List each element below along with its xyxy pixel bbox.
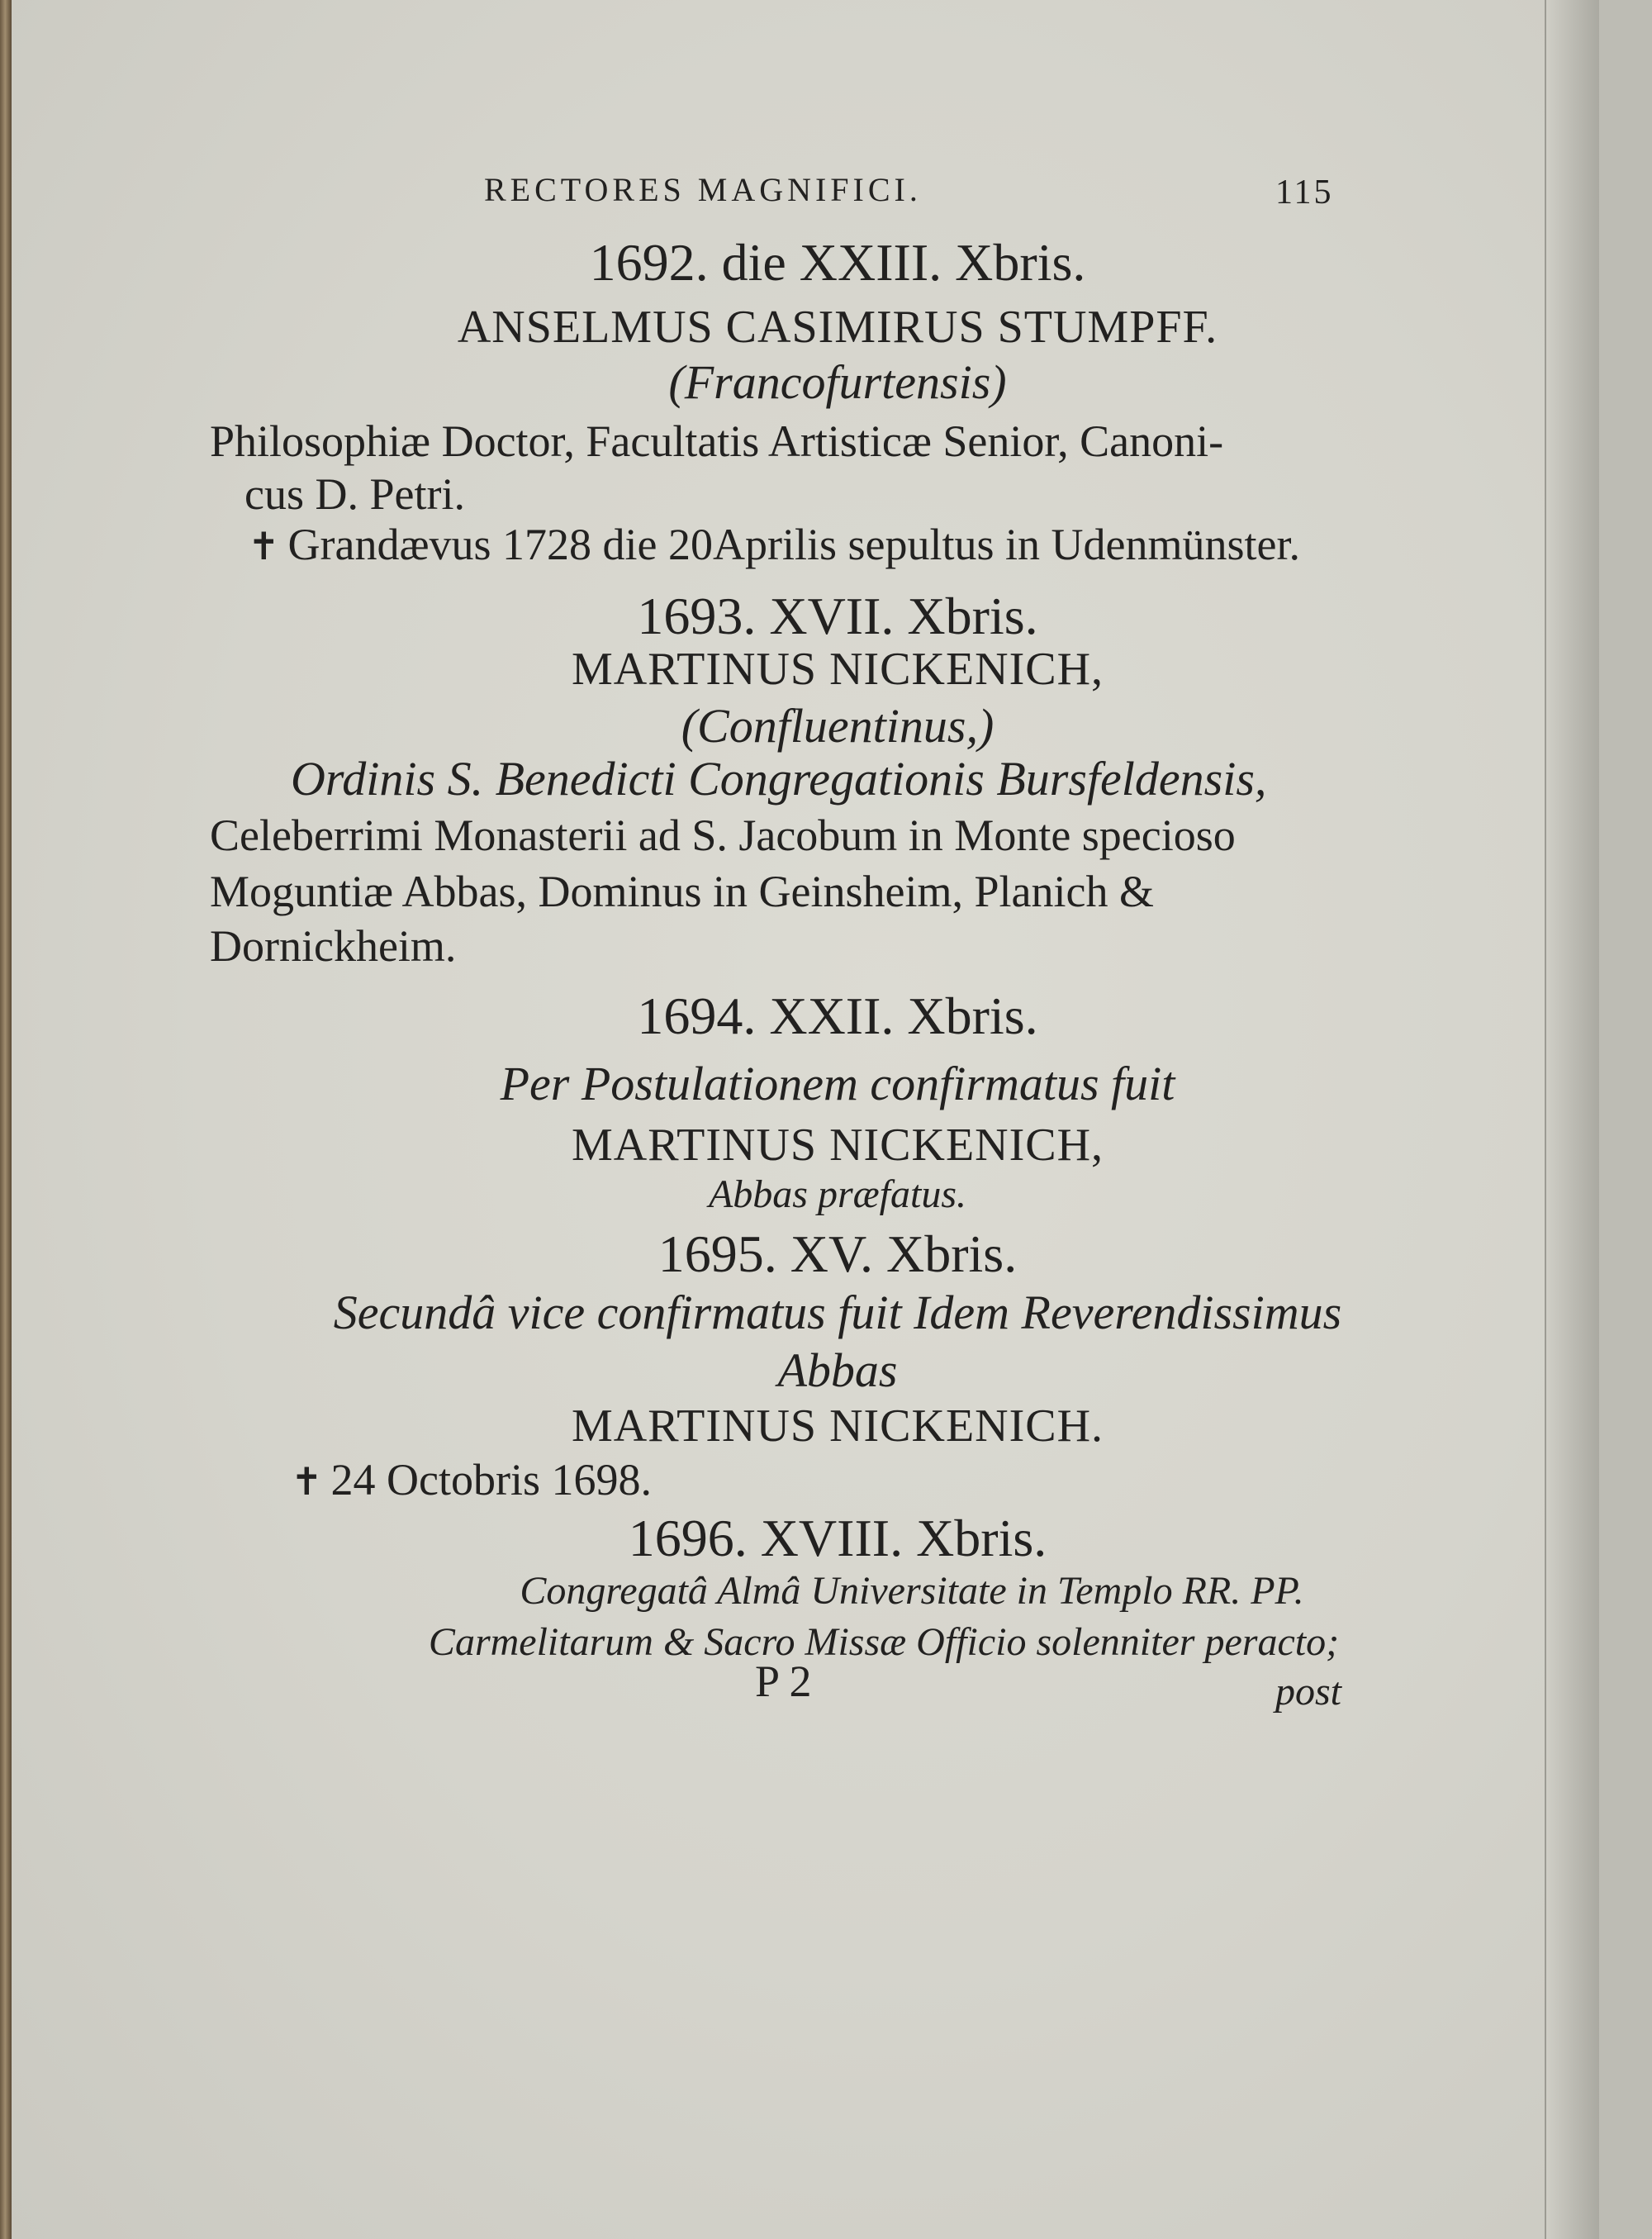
rector-subtitle: Abbas præfatus.	[708, 1172, 967, 1216]
dagger-cross-icon: ✝	[291, 1459, 323, 1504]
entry-note: Congregatâ Almâ Universitate in Templo RR. PP.	[520, 1569, 1304, 1613]
rector-description-line: Dornickheim.	[210, 921, 457, 971]
rector-name: MARTINUS NICKENICH,	[571, 644, 1104, 695]
page-number: 115	[1275, 174, 1334, 212]
entry-date: 1693. XVII. Xbris.	[637, 587, 1038, 645]
book-page	[12, 0, 1599, 2239]
rector-description-line: Celeberrimi Monasterii ad S. Jacobum in Monte specioso	[210, 811, 1236, 860]
dagger-cross-icon: ✝	[248, 524, 280, 568]
entry-note: Per Postulationem confirmatus fuit	[500, 1057, 1175, 1110]
entry-note: Abbas	[777, 1343, 898, 1397]
rector-description-line: Ordinis S. Benedicti Congregationis Bursfeldensis,	[291, 752, 1267, 806]
rector-name: ANSELMUS CASIMIRUS STUMPFF.	[457, 302, 1218, 353]
entry-date: 1695. XV. Xbris.	[657, 1224, 1018, 1283]
page-edge	[1545, 0, 1599, 2239]
entry-date: 1696. XVIII. Xbris.	[628, 1509, 1047, 1567]
death-note	[291, 1455, 653, 1505]
signature-mark: P 2	[755, 1657, 812, 1706]
death-text: 24 Octobris 1698.	[330, 1455, 653, 1505]
entry-date: 1694. XXII. Xbris.	[637, 986, 1038, 1045]
rector-name: MARTINUS NICKENICH.	[571, 1400, 1104, 1452]
running-title: RECTORES MAGNIFICI.	[484, 171, 922, 208]
book-binding	[0, 0, 12, 2239]
death-text: Grandævus 1728 die 20Aprilis sepultus in Udenmünster.	[287, 520, 1300, 569]
entry-note: Carmelitarum & Sacro Missæ Officio solenniter peracto;	[428, 1620, 1340, 1664]
rector-description-line: Moguntiæ Abbas, Dominus in Geinsheim, Planich &	[210, 867, 1154, 916]
catchword: post	[1275, 1670, 1342, 1714]
rector-origin: (Francofurtensis)	[668, 355, 1007, 409]
entry-date: 1692. die XXIII. Xbris.	[589, 233, 1086, 292]
rector-description-line: Philosophiæ Doctor, Facultatis Artisticæ Senior, Canoni-	[210, 416, 1224, 466]
death-note	[248, 522, 1300, 567]
rector-description-line: cus D. Petri.	[244, 469, 465, 519]
entry-note: Secundâ vice confirmatus fuit Idem Reverendissimus	[333, 1286, 1342, 1339]
rector-name: MARTINUS NICKENICH,	[571, 1120, 1104, 1171]
rector-origin: (Confluentinus,)	[681, 699, 995, 753]
